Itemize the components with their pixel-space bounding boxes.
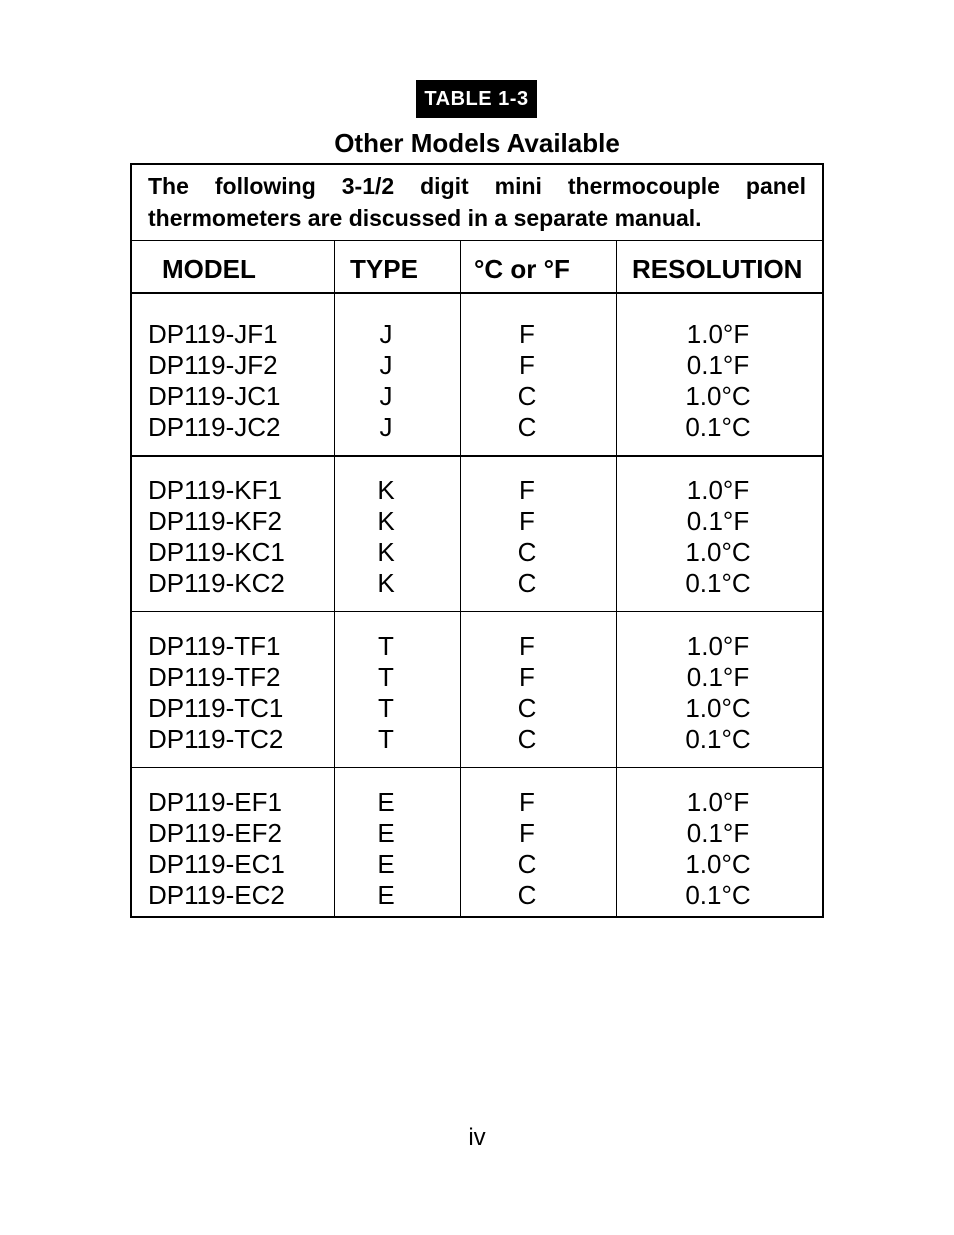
table-label: TABLE 1-3 [416, 80, 537, 118]
type-cell: J [379, 350, 393, 380]
resolution-cell: 0.1°C [685, 880, 751, 910]
table-intro: The following 3-1/2 digit mini thermocouple panel thermometers are discussed in a separate manual. [148, 173, 806, 231]
model-cell: DP119-JF2 [148, 350, 278, 380]
type-cell: T [378, 724, 394, 754]
models-table [130, 163, 824, 918]
resolution-column [618, 631, 818, 755]
model-cell: DP119-EF1 [148, 787, 282, 817]
scale-cell: C [517, 537, 537, 567]
type-cell: K [377, 568, 395, 598]
scale-cell: C [517, 381, 537, 411]
scale-cell: F [519, 818, 535, 848]
header-scale: °C or °F [474, 254, 570, 284]
model-cell: DP119-JF1 [148, 319, 278, 349]
resolution-cell: 1.0°C [685, 693, 751, 723]
scale-cell: C [517, 724, 537, 754]
resolution-column [618, 787, 818, 911]
scale-cell: F [519, 631, 535, 661]
scale-cell: F [519, 662, 535, 692]
model-cell: DP119-EC2 [148, 880, 285, 910]
table-title: Other Models Available [334, 128, 620, 158]
model-cell: DP119-KC2 [148, 568, 285, 598]
resolution-column [618, 319, 818, 443]
resolution-cell: 1.0°F [686, 319, 750, 349]
scale-cell: C [517, 880, 537, 910]
scale-cell: F [519, 475, 535, 505]
model-cell: DP119-TF2 [148, 662, 281, 692]
type-cell: K [377, 506, 395, 536]
type-cell: E [377, 849, 395, 879]
scale-cell: C [517, 849, 537, 879]
model-cell: DP119-TC2 [148, 724, 284, 754]
model-cell: DP119-KF2 [148, 506, 282, 536]
scale-column [462, 319, 592, 443]
header-type: TYPE [350, 254, 418, 284]
model-column [148, 319, 328, 443]
scale-cell: C [517, 693, 537, 723]
scale-column [462, 631, 592, 755]
scale-column [462, 787, 592, 911]
scale-cell: F [519, 319, 535, 349]
scale-cell: F [519, 506, 535, 536]
resolution-cell: 1.0°C [685, 537, 751, 567]
model-cell: DP119-EF2 [148, 818, 282, 848]
model-cell: DP119-EC1 [148, 849, 285, 879]
resolution-cell: 0.1°F [686, 818, 750, 848]
scale-cell: F [519, 350, 535, 380]
row-group [132, 631, 822, 755]
type-cell: J [379, 319, 393, 349]
type-cell: E [377, 818, 395, 848]
group-divider [132, 455, 822, 457]
model-cell: DP119-KC1 [148, 537, 285, 567]
header-divider [132, 292, 822, 294]
resolution-cell: 1.0°C [685, 849, 751, 879]
type-column [336, 475, 436, 599]
model-column [148, 631, 328, 755]
type-column [336, 631, 436, 755]
type-cell: T [378, 662, 394, 692]
scale-cell: C [517, 412, 537, 442]
row-group [132, 319, 822, 443]
resolution-cell: 0.1°C [685, 568, 751, 598]
group-divider [132, 767, 822, 768]
type-column [336, 787, 436, 911]
model-cell: DP119-JC2 [148, 412, 281, 442]
row-group [132, 475, 822, 599]
resolution-cell: 1.0°F [686, 631, 750, 661]
resolution-cell: 1.0°F [686, 475, 750, 505]
model-column [148, 787, 328, 911]
model-cell: DP119-JC1 [148, 381, 281, 411]
model-cell: DP119-TF1 [148, 631, 281, 661]
header-resolution: RESOLUTION [632, 254, 803, 284]
resolution-cell: 0.1°F [686, 506, 750, 536]
resolution-cell: 1.0°C [685, 381, 751, 411]
group-divider [132, 611, 822, 612]
model-cell: DP119-KF1 [148, 475, 282, 505]
type-cell: E [377, 880, 395, 910]
header-model: MODEL [162, 254, 256, 284]
type-cell: K [377, 475, 395, 505]
type-cell: J [379, 412, 393, 442]
model-cell: DP119-TC1 [148, 693, 284, 723]
resolution-cell: 0.1°C [685, 724, 751, 754]
intro-divider [132, 240, 822, 241]
model-column [148, 475, 328, 599]
resolution-cell: 0.1°F [686, 350, 750, 380]
page-number: iv [468, 1124, 486, 1151]
type-cell: K [377, 537, 395, 567]
type-cell: T [378, 631, 394, 661]
resolution-column [618, 475, 818, 599]
resolution-cell: 0.1°C [685, 412, 751, 442]
scale-cell: F [519, 787, 535, 817]
scale-column [462, 475, 592, 599]
type-column [336, 319, 436, 443]
type-cell: T [378, 693, 394, 723]
resolution-cell: 0.1°F [686, 662, 750, 692]
row-group [132, 787, 822, 911]
type-cell: E [377, 787, 395, 817]
resolution-cell: 1.0°F [686, 787, 750, 817]
scale-cell: C [517, 568, 537, 598]
type-cell: J [379, 381, 393, 411]
